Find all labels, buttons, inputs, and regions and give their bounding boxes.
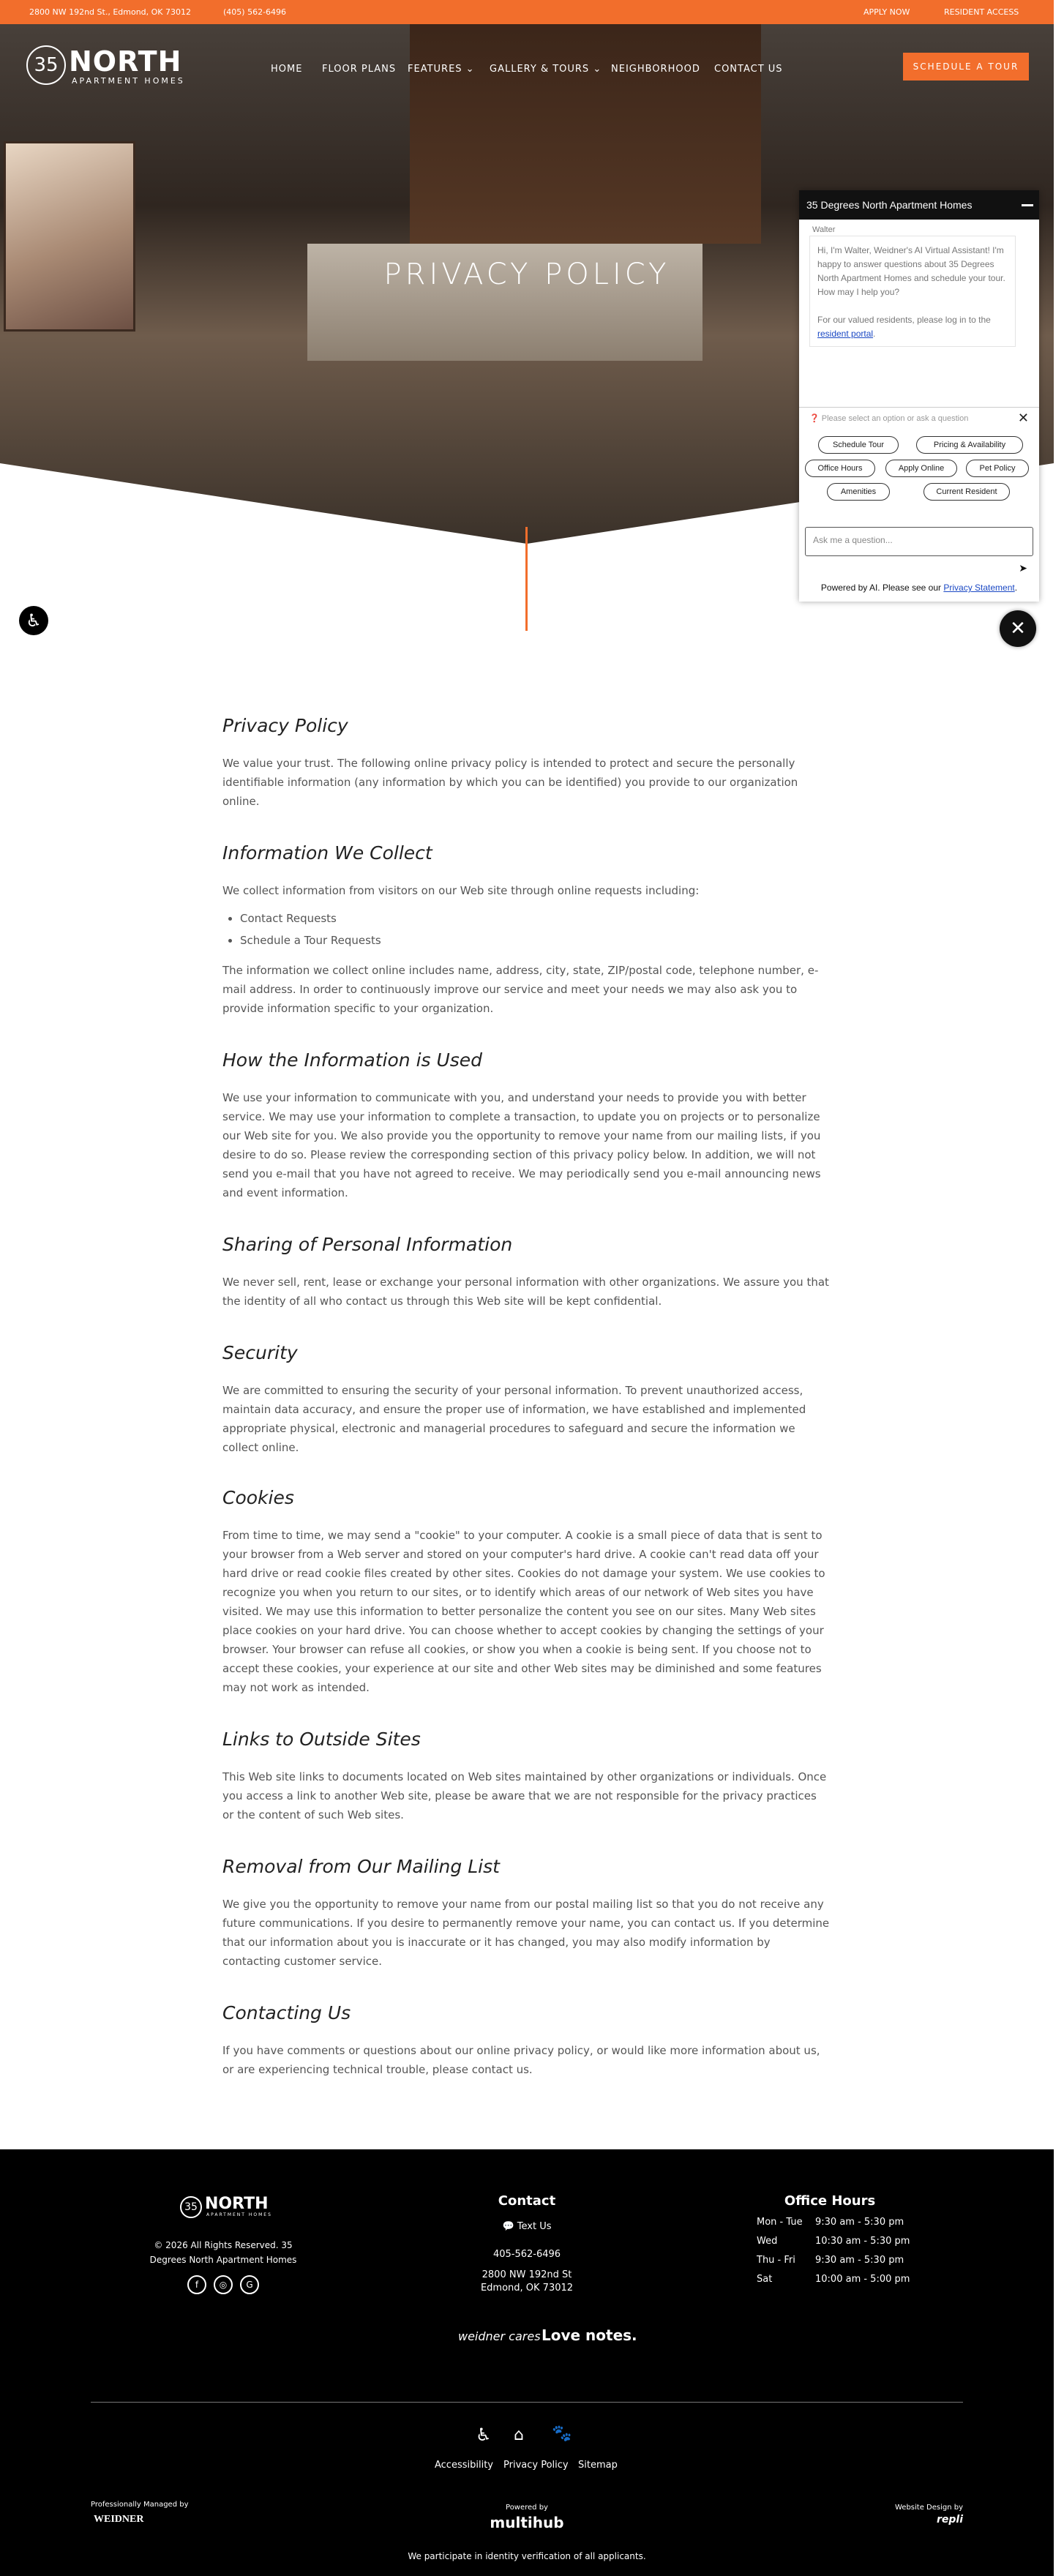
send-icon[interactable]: ➤ xyxy=(1019,562,1027,574)
hours-time: 9:30 am - 5:30 pm xyxy=(815,2255,904,2266)
option-pricing-availability[interactable]: Pricing & Availability xyxy=(916,436,1023,454)
logo-subtitle: APARTMENT HOMES xyxy=(72,76,185,86)
chat-title: 35 Degrees North Apartment Homes xyxy=(806,199,973,211)
logo-name: NORTH xyxy=(69,45,182,78)
footer-logo-subtitle: APARTMENT HOMES xyxy=(206,2212,272,2217)
chat-agent-name: Walter xyxy=(812,225,836,234)
love-notes-logo[interactable]: Love notes. xyxy=(542,2326,637,2344)
section-heading: Privacy Policy xyxy=(222,715,348,736)
footer-logo[interactable] xyxy=(180,2195,272,2221)
section-heading: Information We Collect xyxy=(222,842,432,864)
hero-cabinets xyxy=(410,24,761,244)
equal-housing-icon: ⌂ xyxy=(514,2426,524,2444)
text-us-link[interactable] xyxy=(454,2221,600,2232)
hours-day: Mon - Tue xyxy=(757,2217,803,2228)
section-heading: Links to Outside Sites xyxy=(222,1729,421,1750)
accessibility-icon[interactable]: ♿ xyxy=(19,606,48,635)
hours-time: 10:30 am - 5:30 pm xyxy=(815,2236,910,2247)
phone-link[interactable]: (405) 562-6496 xyxy=(223,7,287,17)
weidner-cares-logo[interactable]: weidner cares xyxy=(458,2329,541,2343)
option-amenities[interactable]: Amenities xyxy=(827,483,890,501)
close-options-icon[interactable]: ✕ xyxy=(1017,411,1029,425)
section-text: This Web site links to documents located on Web sites maintained by other organizations or individuals. Once you access a link to another Web site, please be aware that we are not responsible for the privacy practices or the content of such Web sites. xyxy=(222,1770,827,1821)
chat-powered-by: Powered by AI. Please see our Privacy Statement. xyxy=(820,583,1018,593)
option-schedule-tour[interactable]: Schedule Tour xyxy=(818,436,899,454)
footer-link-sitemap[interactable]: Sitemap xyxy=(578,2460,618,2471)
minimize-icon[interactable] xyxy=(1022,204,1033,206)
weidner-logo[interactable]: WEIDNER xyxy=(94,2514,144,2525)
section-text: From time to time, we may send a "cookie" to your computer. A cookie is a small piece of data that is sent to your browser from a Web server and stored on your computer's hard drive. A cookie can't read data off your hard drive or read cookie files created by other sites. Cookies do not damage your system. We use cookies to recognize you when you return to our sites, or to identify which areas of our network of Web sites you have visited. We may use this information to better personalize the content you see on our sites. Many Web sites place cookies on your hard drive. You can choose whether to accept cookies by changing the settings of your browser. Your browser can refuse all cookies, or show you when a cookie is being sent. If you choose not to accept these cookies, your experience at our site and other Web sites may be diminished and some features may not work as intended. xyxy=(222,1529,825,1694)
list-item: • Schedule a Tour Requests xyxy=(240,929,381,951)
option-office-hours[interactable]: Office Hours xyxy=(805,460,875,477)
collect-list xyxy=(240,907,381,951)
chat-message-greeting: Hi, I'm Walter, Weidner's AI Virtual Assistant! I'm happy to answer questions about 35 Degrees North Apartment Homes and schedule your tour. How may I help you? xyxy=(817,245,1005,297)
help-icon: ❓ xyxy=(809,414,820,423)
section-text: We never sell, rent, lease or exchange your personal information with other organizations. We assure you that the identity of all who contact us through this Web site will be kept confidential. xyxy=(222,1276,829,1308)
hours-row xyxy=(757,2255,904,2266)
accessibility-footer-icon: ♿ xyxy=(476,2425,492,2445)
section-heading: Sharing of Personal Information xyxy=(222,1234,513,1255)
hours-day: Wed xyxy=(757,2236,778,2247)
section-text: We collect information from visitors on our Web site through online requests including: xyxy=(222,884,700,897)
chat-close-button[interactable]: ✕ xyxy=(1000,610,1036,647)
text-us-label: Text Us xyxy=(517,2221,552,2232)
chat-select-text: Please select an option or ask a question xyxy=(821,414,969,423)
hours-row xyxy=(757,2236,910,2247)
logo-circle: 35 xyxy=(26,45,66,85)
list-item: • Contact Requests xyxy=(240,907,381,929)
chat-powered-text: Powered by AI. Please see our xyxy=(820,583,942,593)
instagram-icon[interactable]: ◎ xyxy=(214,2275,233,2294)
section-heading: Cookies xyxy=(222,1487,294,1508)
top-bar xyxy=(0,0,1054,24)
section-text: We use your information to communicate with you, and understand your needs to provide you with better service. We may use your information to complete a transaction, to update you on projects or to personalize our Web site for you. We also provide you the opportunity to remove your name from our mailing lists, if you desire to do so. Please review the corresponding section of this privacy policy below. In addition, we will not send you e-mail that you have not agreed to receive. We may periodically send you e-mail announcing news and event information. xyxy=(222,1091,821,1199)
powered-by-text: Powered by xyxy=(506,2504,548,2512)
footer-address-line1: 2800 NW 192nd St xyxy=(482,2269,572,2280)
orange-divider-line xyxy=(525,527,528,631)
nav-floor-plans[interactable]: FLOOR PLANS xyxy=(322,64,397,75)
section-text: We are committed to ensuring the security of your personal information. To prevent unauthorized access, maintain data accuracy, and ensure the proper use of information, we have established and implemented appropriate physical, electronic and managerial procedures to safeguard and secure the information we collect online. xyxy=(222,1384,806,1454)
repli-logo[interactable]: repli xyxy=(936,2514,963,2526)
nav-gallery-tours[interactable]: GALLERY & TOURS ⌄ xyxy=(490,64,602,75)
chat-widget xyxy=(799,190,1039,602)
contact-heading: Contact xyxy=(498,2193,556,2209)
chat-select-hint xyxy=(809,413,968,423)
hours-time: 10:00 am - 5:00 pm xyxy=(815,2274,910,2285)
section-text: We give you the opportunity to remove your name from our postal mailing list so that you do not receive any future communications. If you desire to permanently remove your name, you can contact us. If you determine that our information about you is inaccurate or it has changed, you may also modify information by contacting customer service. xyxy=(222,1898,830,1968)
hours-row xyxy=(757,2217,904,2228)
chat-input[interactable]: Ask me a question... xyxy=(805,527,1033,556)
identity-verification-note: We participate in identity verification of all applicants. xyxy=(408,2551,646,2561)
hours-row xyxy=(757,2274,910,2285)
schedule-tour-button[interactable]: SCHEDULE A TOUR xyxy=(903,53,1029,80)
copyright-text: © 2026 All Rights Reserved. 35 Degrees North Apartment Homes xyxy=(149,2240,297,2265)
hours-day: Sat xyxy=(757,2274,773,2285)
chat-message-resident-text: For our valued residents, please log in to the xyxy=(817,315,991,325)
nav-features[interactable]: FEATURES ⌄ xyxy=(408,64,475,75)
chat-bubble-icon: 💬 xyxy=(502,2221,514,2232)
resident-portal-link[interactable]: resident portal xyxy=(817,329,874,339)
apply-now-link[interactable]: APPLY NOW xyxy=(863,7,910,17)
option-pet-policy[interactable]: Pet Policy xyxy=(966,460,1029,477)
section-text: We value your trust. The following online privacy policy is intended to protect and secure the personally identifiable information (any information by which you can be identified) you provide to our organization online. xyxy=(222,757,798,808)
google-icon[interactable]: G xyxy=(240,2275,259,2294)
site-footer xyxy=(0,2149,1054,2576)
chat-header xyxy=(799,190,1039,220)
footer-phone-link[interactable]: 405-562-6496 xyxy=(492,2249,561,2260)
page-title: PRIVACY POLICY xyxy=(383,258,670,291)
managed-by-text: Professionally Managed by xyxy=(91,2501,189,2509)
address-link[interactable]: 2800 NW 192nd St., Edmond, OK 73012 xyxy=(29,7,192,17)
footer-address-line2: Edmond, OK 73012 xyxy=(480,2283,574,2294)
option-apply-online[interactable]: Apply Online xyxy=(885,460,957,477)
multihub-logo[interactable]: multihub xyxy=(490,2514,564,2531)
nav-contact-us[interactable]: CONTACT US xyxy=(714,64,783,75)
pet-friendly-icon: 🐾 xyxy=(552,2425,572,2443)
footer-divider xyxy=(91,2402,963,2403)
footer-link-accessibility[interactable]: Accessibility xyxy=(435,2460,493,2471)
chat-divider xyxy=(799,407,1039,408)
facebook-icon[interactable]: f xyxy=(187,2275,206,2294)
website-design-text: Website Design by xyxy=(894,2504,963,2512)
option-current-resident[interactable]: Current Resident xyxy=(923,483,1010,501)
office-hours-heading: Office Hours xyxy=(784,2193,876,2209)
section-heading: Removal from Our Mailing List xyxy=(222,1856,500,1877)
section-heading: How the Information is Used xyxy=(222,1049,483,1071)
footer-logo-name: NORTH xyxy=(205,2195,269,2213)
privacy-statement-link[interactable]: Privacy Statement xyxy=(943,583,1015,593)
section-text: The information we collect online includes name, address, city, state, ZIP/postal code, telephone number, e-mail address. In order to continuously improve our service and meet your needs we may also ask you to provide information specific to your organization. xyxy=(222,964,819,1015)
hours-time: 9:30 am - 5:30 pm xyxy=(815,2217,904,2228)
hours-day: Thu - Fri xyxy=(757,2255,795,2266)
section-heading: Contacting Us xyxy=(222,2002,351,2023)
nav-neighborhood[interactable]: NEIGHBORHOOD xyxy=(611,64,700,75)
hero-wall-art xyxy=(4,141,135,332)
resident-access-link[interactable]: RESIDENT ACCESS xyxy=(944,7,1019,17)
chat-message: Hi, I'm Walter, Weidner's AI Virtual Assistant! I'm happy to answer questions about 35 Degrees North Apartment Homes and schedule your tour. How may I help you? For our valued residents, please log in to the resident portal. xyxy=(809,236,1016,347)
footer-logo-circle: 35 xyxy=(180,2196,202,2218)
footer-link-privacy[interactable]: Privacy Policy xyxy=(503,2460,569,2471)
section-heading: Security xyxy=(222,1342,298,1363)
section-text: If you have comments or questions about our online privacy policy, or would like more information about us, or are experiencing technical trouble, please contact us. xyxy=(222,2044,820,2076)
nav-home[interactable]: HOME xyxy=(271,64,303,75)
